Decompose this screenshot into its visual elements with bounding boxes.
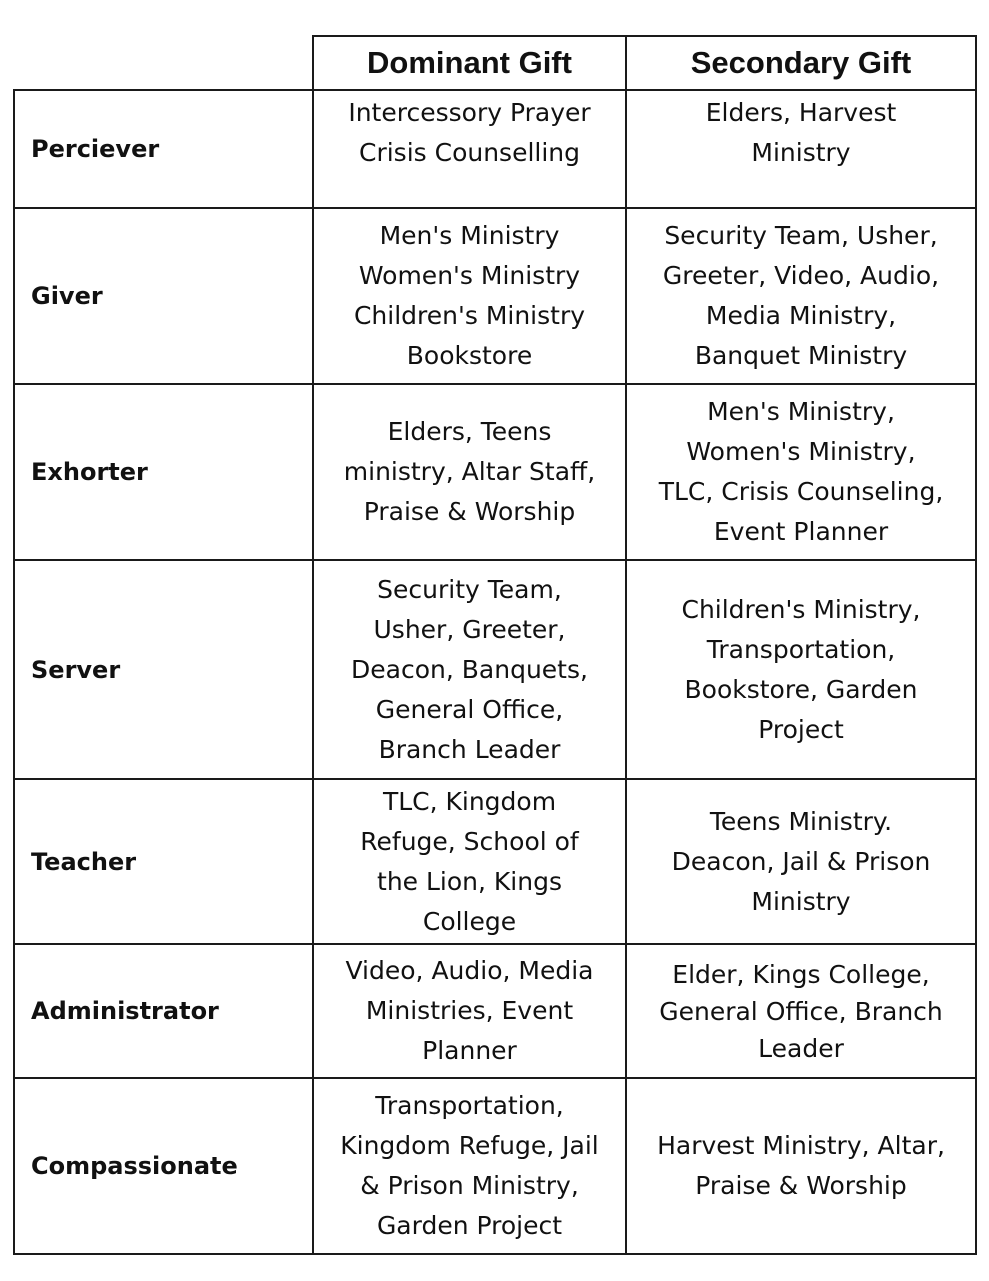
dominant-gift-cell xyxy=(313,384,626,560)
gift-line: Project xyxy=(758,714,844,744)
gift-line: Video, Audio, Media xyxy=(345,956,594,985)
secondary-gift-cell xyxy=(626,384,976,560)
table-row xyxy=(14,944,976,1078)
table-row xyxy=(14,1078,976,1254)
gift-line: Children's Ministry xyxy=(353,301,586,330)
gift-line: Planner xyxy=(422,1036,517,1065)
gift-line: Transportation, xyxy=(375,1091,564,1120)
gift-line: Women's Ministry xyxy=(358,261,581,290)
gift-line: Leader xyxy=(758,1033,844,1063)
secondary-gift-cell xyxy=(626,1078,976,1254)
gift-line: Men's Ministry, xyxy=(707,397,895,426)
gift-line: Praise & Worship xyxy=(695,1171,907,1200)
dominant-gift-cell xyxy=(313,1078,626,1254)
gift-line: Garden Project xyxy=(376,1211,563,1240)
secondary-gift-cell xyxy=(626,90,976,208)
gift-line: College xyxy=(422,906,517,936)
gift-line: Teens Ministry. xyxy=(709,806,893,836)
secondary-gift-header: Secondary Gift xyxy=(626,36,976,90)
gift-line: General Office, Branch xyxy=(659,996,943,1026)
gift-line: Elders, Harvest xyxy=(705,98,897,127)
dominant-gift-cell xyxy=(313,560,626,779)
gift-line: Children's Ministry, xyxy=(681,594,921,624)
gift-line: Usher, Greeter, xyxy=(373,614,566,644)
table-row xyxy=(14,560,976,779)
spiritual-gifts-table xyxy=(13,35,977,1255)
secondary-gift-cell xyxy=(626,560,976,779)
dominant-gift-cell xyxy=(313,90,626,208)
gift-type-label: Server xyxy=(14,560,313,779)
gift-line: Men's Ministry xyxy=(379,221,560,250)
table-row xyxy=(14,779,976,944)
dominant-gift-cell xyxy=(313,944,626,1078)
gift-line: Bookstore, Garden xyxy=(684,674,918,704)
gift-line: Crisis Counselling xyxy=(358,138,581,167)
gift-line: Elders, Teens xyxy=(387,417,552,446)
gift-line: TLC, Kingdom xyxy=(382,786,557,816)
gift-line: Kingdom Refuge, Jail xyxy=(340,1131,599,1160)
gift-line: Elder, Kings College, xyxy=(672,959,930,989)
gift-type-label: Compassionate xyxy=(14,1078,313,1254)
dominant-gift-cell xyxy=(313,208,626,384)
gift-line: ministry, Altar Staff, xyxy=(343,457,596,486)
gift-type-label: Perciever xyxy=(14,90,313,208)
gift-line: Branch Leader xyxy=(378,734,561,764)
secondary-gift-cell xyxy=(626,779,976,944)
dominant-gift-cell xyxy=(313,779,626,944)
gift-line: & Prison Ministry, xyxy=(360,1171,579,1200)
gift-line: Ministries, Event xyxy=(365,996,574,1025)
gift-line: Security Team, xyxy=(377,574,562,604)
gift-line: Bookstore xyxy=(406,341,533,370)
gift-line: Deacon, Jail & Prison xyxy=(671,846,931,876)
gift-line: TLC, Crisis Counseling, xyxy=(658,477,944,506)
gift-line: Security Team, Usher, xyxy=(664,221,938,250)
gift-line: Greeter, Video, Audio, xyxy=(662,261,940,290)
gift-line: Refuge, School of xyxy=(360,826,579,856)
table-row xyxy=(14,208,976,384)
gift-line: Event Planner xyxy=(713,517,889,546)
secondary-gift-cell xyxy=(626,208,976,384)
gift-line: Deacon, Banquets, xyxy=(351,654,588,684)
table-row xyxy=(14,384,976,560)
gift-line: Media Ministry, xyxy=(705,301,897,330)
gift-type-label: Teacher xyxy=(14,779,313,944)
gift-line: Intercessory Prayer xyxy=(348,98,591,127)
gift-type-label: Giver xyxy=(14,208,313,384)
gift-line: Praise & Worship xyxy=(363,497,576,526)
gift-line: the Lion, Kings xyxy=(377,866,562,896)
table-row xyxy=(14,90,976,208)
gift-type-label: Exhorter xyxy=(14,384,313,560)
gift-line: Ministry xyxy=(751,138,851,167)
gift-type-label: Administrator xyxy=(14,944,313,1078)
gift-line: Banquet Ministry xyxy=(694,341,908,370)
gift-line: Harvest Ministry, Altar, xyxy=(657,1131,945,1160)
dominant-gift-header: Dominant Gift xyxy=(313,36,626,90)
gift-line: Ministry xyxy=(751,886,851,916)
header-row xyxy=(14,36,976,90)
blank-corner-cell xyxy=(14,36,313,90)
gift-line: Transportation, xyxy=(706,634,896,664)
gift-line: Women's Ministry, xyxy=(686,437,916,466)
gift-line: General Office, xyxy=(375,694,564,724)
secondary-gift-cell xyxy=(626,944,976,1078)
